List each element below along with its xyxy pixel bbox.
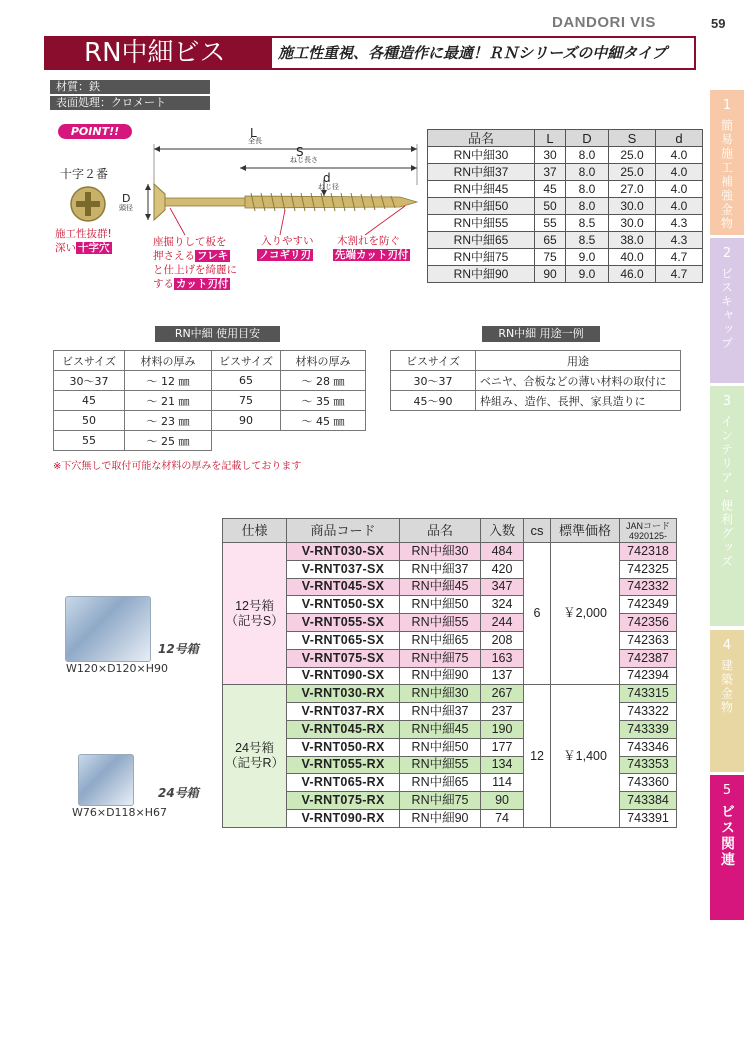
product-code: V-RNT055-SX xyxy=(287,614,400,632)
quantity: 163 xyxy=(481,649,524,667)
spec-code: （記号S） xyxy=(225,613,284,628)
col-header: ビスサイズ xyxy=(391,351,476,371)
dim-L-label: L xyxy=(250,126,257,140)
table-row xyxy=(428,249,703,266)
table-cell: RN中細30 xyxy=(428,147,535,164)
table-row xyxy=(428,147,703,164)
case-count: 12 xyxy=(524,685,551,827)
table-cell: 30 xyxy=(535,147,566,164)
table-cell: 90 xyxy=(535,266,566,283)
table-cell: 4.0 xyxy=(656,147,703,164)
product-name: RN中細30 xyxy=(400,543,481,561)
table-cell: 46.0 xyxy=(609,266,656,283)
jan-code: 742318 xyxy=(620,543,677,561)
table-cell: 9.0 xyxy=(566,266,609,283)
side-tab-3[interactable] xyxy=(710,386,744,626)
side-tab-number: 2 xyxy=(722,246,732,261)
col-header: 標準価格 xyxy=(551,519,620,543)
table-cell: RN中細37 xyxy=(428,164,535,181)
dim-d-label: d xyxy=(323,171,331,185)
table-cell: 4.0 xyxy=(656,164,703,181)
box-24-dims: W76×D118×H67 xyxy=(72,806,168,819)
product-code: V-RNT055-RX xyxy=(287,756,400,774)
table-cell: 45 xyxy=(535,181,566,198)
quantity: 237 xyxy=(481,703,524,721)
col-header: S xyxy=(609,130,656,147)
note3-tag: ノコギリ刃 xyxy=(259,249,311,261)
table-cell: 45 xyxy=(54,391,125,411)
table-cell: 25.0 xyxy=(609,164,656,181)
usage-example-table xyxy=(390,350,681,411)
table-row xyxy=(428,215,703,232)
spec-box: 24号箱 xyxy=(235,741,274,756)
quantity: 90 xyxy=(481,792,524,810)
surface-label: 表面処理：クロメート xyxy=(50,96,210,110)
table-row xyxy=(428,164,703,181)
table-cell: RN中細50 xyxy=(428,198,535,215)
jan-code: 742332 xyxy=(620,578,677,596)
col-header: 商品コード xyxy=(287,519,400,543)
table-row xyxy=(54,371,366,391)
jan-header-2: 4920125- xyxy=(629,530,668,541)
note4-line1: 木割れを防ぐ xyxy=(337,235,400,247)
table-cell: 65 xyxy=(212,371,281,391)
table-cell: 38.0 xyxy=(609,232,656,249)
jan-code: 742387 xyxy=(620,649,677,667)
table-cell: 枠組み、造作、長押、家具造りに xyxy=(476,391,681,411)
note2-line4: する xyxy=(153,278,174,290)
table-row xyxy=(54,391,366,411)
col-header: 仕様 xyxy=(223,519,287,543)
jan-code: 743322 xyxy=(620,703,677,721)
product-code: V-RNT050-SX xyxy=(287,596,400,614)
col-header: 入数 xyxy=(481,519,524,543)
product-code: V-RNT030-RX xyxy=(287,685,400,703)
product-name: RN中細90 xyxy=(400,667,481,685)
table-cell: 4.3 xyxy=(656,215,703,232)
quantity: 74 xyxy=(481,809,524,827)
dimension-table xyxy=(427,129,703,283)
table-cell: 55 xyxy=(535,215,566,232)
product-name: RN中細37 xyxy=(400,703,481,721)
material-label: 材質：鉄 xyxy=(50,80,210,94)
table-cell: 8.5 xyxy=(566,215,609,232)
product-code: V-RNT045-SX xyxy=(287,578,400,596)
quantity: 324 xyxy=(481,596,524,614)
table-cell: 4.0 xyxy=(656,181,703,198)
product-name: RN中細55 xyxy=(400,614,481,632)
col-header: D xyxy=(566,130,609,147)
quantity: 134 xyxy=(481,756,524,774)
side-tab-label: 建築金物 xyxy=(719,659,734,715)
side-tab-5[interactable] xyxy=(710,775,744,920)
note2-line3: と仕上げを綺麗に xyxy=(153,264,237,276)
note1-line2: 深い xyxy=(55,242,76,254)
dim-S-label: S xyxy=(296,145,304,159)
table-cell: 50 xyxy=(54,411,125,431)
col-header: 品名 xyxy=(400,519,481,543)
note2-line1: 座掘りして板を xyxy=(153,236,227,248)
table-cell: 4.3 xyxy=(656,232,703,249)
brand-label: DANDORI VIS xyxy=(552,14,656,31)
table-row xyxy=(391,391,681,411)
table-cell: RN中細90 xyxy=(428,266,535,283)
side-tab-4[interactable] xyxy=(710,630,744,772)
table-cell xyxy=(212,431,281,451)
table-cell: 30〜37 xyxy=(54,371,125,391)
note2-line2: 押さえる xyxy=(153,250,195,262)
product-name: RN中細37 xyxy=(400,560,481,578)
dim-D-label: D xyxy=(122,192,131,205)
page-subtitle: 施工性重視、各種造作に最適！ＲＮシリーズの中細タイプ xyxy=(278,44,667,62)
quantity: 420 xyxy=(481,560,524,578)
note1-tag: 十字穴 xyxy=(78,242,110,254)
quantity: 484 xyxy=(481,543,524,561)
table-cell: 50 xyxy=(535,198,566,215)
table-cell: 8.0 xyxy=(566,164,609,181)
quantity: 114 xyxy=(481,774,524,792)
jan-code: 742356 xyxy=(620,614,677,632)
note2-tag2: カット刃付 xyxy=(176,278,229,290)
side-tab-label: ビス関連 xyxy=(719,804,735,868)
product-code: V-RNT045-RX xyxy=(287,720,400,738)
product-name: RN中細45 xyxy=(400,720,481,738)
price: ￥1,400 xyxy=(551,685,620,827)
table-cell: 40.0 xyxy=(609,249,656,266)
jan-code: 742349 xyxy=(620,596,677,614)
note2-tag1: フレキ xyxy=(197,250,229,262)
product-code: V-RNT065-RX xyxy=(287,774,400,792)
price: ￥2,000 xyxy=(551,543,620,685)
spec-cell xyxy=(223,685,287,827)
table-cell: 〜 25 ㎜ xyxy=(125,431,212,451)
col-header: 材料の厚み xyxy=(281,351,366,371)
table-cell: 〜 28 ㎜ xyxy=(281,371,366,391)
col-header: L xyxy=(535,130,566,147)
product-code: V-RNT050-RX xyxy=(287,738,400,756)
screw-head-side xyxy=(154,184,165,220)
box-24-label: 24号箱 xyxy=(158,786,199,800)
screw-diagram xyxy=(55,140,435,300)
usage-title: RN中細 用途一例 xyxy=(482,326,600,342)
product-name: RN中細50 xyxy=(400,738,481,756)
jan-code: 742325 xyxy=(620,560,677,578)
product-code: V-RNT037-SX xyxy=(287,560,400,578)
jan-code: 743360 xyxy=(620,774,677,792)
box-12-image xyxy=(65,596,151,662)
table-row xyxy=(54,431,366,451)
table-cell: 75 xyxy=(212,391,281,411)
product-code: V-RNT090-RX xyxy=(287,809,400,827)
jan-code: 743346 xyxy=(620,738,677,756)
product-name: RN中細75 xyxy=(400,649,481,667)
table-cell: 75 xyxy=(535,249,566,266)
point-badge: POINT!! xyxy=(58,124,132,139)
col-header: d xyxy=(656,130,703,147)
table-cell: 4.7 xyxy=(656,266,703,283)
jan-code: 743339 xyxy=(620,720,677,738)
product-table xyxy=(222,518,677,828)
table-cell: 〜 12 ㎜ xyxy=(125,371,212,391)
table-cell: 30.0 xyxy=(609,215,656,232)
table-cell: ベニヤ、合板などの薄い材料の取付に xyxy=(476,371,681,391)
product-code: V-RNT090-SX xyxy=(287,667,400,685)
table-cell: 45〜90 xyxy=(391,391,476,411)
col-header: ビスサイズ xyxy=(54,351,125,371)
product-name: RN中細50 xyxy=(400,596,481,614)
table-cell: 65 xyxy=(535,232,566,249)
side-tab-number: 5 xyxy=(722,783,732,798)
side-tab-label: 簡易施工補強金物 xyxy=(719,119,734,231)
table-row xyxy=(223,543,677,561)
product-code: V-RNT037-RX xyxy=(287,703,400,721)
footnote: ※下穴無しで取付可能な材料の厚みを記載しております xyxy=(53,461,302,472)
table-cell: 37 xyxy=(535,164,566,181)
product-name: RN中細65 xyxy=(400,631,481,649)
side-tab-2[interactable] xyxy=(710,238,744,383)
table-cell: 9.0 xyxy=(566,249,609,266)
dim-S-sub: ねじ長さ xyxy=(290,156,318,164)
note4-tag: 先端カット刃付 xyxy=(335,249,409,261)
note3-line1: 入りやすい xyxy=(261,235,314,247)
product-name: RN中細45 xyxy=(400,578,481,596)
table-row xyxy=(54,411,366,431)
product-code: V-RNT065-SX xyxy=(287,631,400,649)
table-cell: 90 xyxy=(212,411,281,431)
note1-line1: 施工性抜群! xyxy=(55,228,112,240)
jan-code: 742363 xyxy=(620,631,677,649)
quantity: 208 xyxy=(481,631,524,649)
col-header: 材料の厚み xyxy=(125,351,212,371)
product-name: RN中細75 xyxy=(400,792,481,810)
product-name: RN中細55 xyxy=(400,756,481,774)
product-code: V-RNT075-SX xyxy=(287,649,400,667)
quantity: 137 xyxy=(481,667,524,685)
table-cell xyxy=(281,431,366,451)
table-cell: 8.0 xyxy=(566,147,609,164)
table-cell: 4.7 xyxy=(656,249,703,266)
table-cell: 30〜37 xyxy=(391,371,476,391)
table-row xyxy=(428,266,703,283)
col-header: 品名 xyxy=(428,130,535,147)
table-cell: 〜 23 ㎜ xyxy=(125,411,212,431)
usage-guide-table xyxy=(53,350,366,451)
quantity: 177 xyxy=(481,738,524,756)
side-tab-number: 1 xyxy=(722,98,732,113)
product-code: V-RNT075-RX xyxy=(287,792,400,810)
side-tab-number: 4 xyxy=(722,638,732,653)
jan-code: 743391 xyxy=(620,809,677,827)
table-cell: RN中細55 xyxy=(428,215,535,232)
table-cell: 〜 45 ㎜ xyxy=(281,411,366,431)
table-row xyxy=(428,198,703,215)
table-cell: 25.0 xyxy=(609,147,656,164)
side-tab-label: ビスキャップ xyxy=(719,267,734,351)
product-name: RN中細30 xyxy=(400,685,481,703)
table-cell: RN中細75 xyxy=(428,249,535,266)
jan-code: 743384 xyxy=(620,792,677,810)
quantity: 347 xyxy=(481,578,524,596)
jan-code: 743353 xyxy=(620,756,677,774)
quantity: 244 xyxy=(481,614,524,632)
table-cell: 8.0 xyxy=(566,198,609,215)
product-code: V-RNT030-SX xyxy=(287,543,400,561)
side-tab-number: 3 xyxy=(722,394,732,409)
col-header: ビスサイズ xyxy=(212,351,281,371)
product-name: RN中細65 xyxy=(400,774,481,792)
spec-code: （記号R） xyxy=(225,756,285,771)
jan-code: 742394 xyxy=(620,667,677,685)
table-cell: 4.0 xyxy=(656,198,703,215)
guide-title: RN中細 使用目安 xyxy=(155,326,280,342)
spec-cell xyxy=(223,543,287,685)
dim-D-sub: 頭径 xyxy=(119,204,133,212)
table-row xyxy=(428,232,703,249)
table-cell: 55 xyxy=(54,431,125,451)
table-row xyxy=(391,371,681,391)
table-cell: 8.0 xyxy=(566,181,609,198)
table-cell: RN中細65 xyxy=(428,232,535,249)
table-row xyxy=(428,181,703,198)
jan-code: 743315 xyxy=(620,685,677,703)
cross-label: 十字２番 xyxy=(60,167,109,181)
dim-d-sub: ねじ径 xyxy=(318,183,339,191)
side-tab-label: インテリア・便利グッズ xyxy=(719,415,734,569)
quantity: 267 xyxy=(481,685,524,703)
table-cell: 27.0 xyxy=(609,181,656,198)
page-title: RN中細ビス xyxy=(44,36,272,70)
product-name: RN中細90 xyxy=(400,809,481,827)
jan-header xyxy=(620,519,677,543)
table-cell: 〜 21 ㎜ xyxy=(125,391,212,411)
table-cell: 8.5 xyxy=(566,232,609,249)
col-header: cs xyxy=(524,519,551,543)
table-cell: 30.0 xyxy=(609,198,656,215)
dim-L-sub: 全長 xyxy=(248,137,262,145)
spec-box: 12号箱 xyxy=(235,598,274,613)
quantity: 190 xyxy=(481,720,524,738)
box-12-dims: W120×D120×H90 xyxy=(66,662,169,675)
case-count: 6 xyxy=(524,543,551,685)
col-header: 用途 xyxy=(476,351,681,371)
page-number: 59 xyxy=(711,16,726,31)
box-24-image xyxy=(78,754,134,806)
table-cell: RN中細45 xyxy=(428,181,535,198)
table-cell: 〜 35 ㎜ xyxy=(281,391,366,411)
box-12-label: 12号箱 xyxy=(158,642,199,656)
jan-header-1: JANコード xyxy=(626,520,671,531)
side-tab-1[interactable] xyxy=(710,90,744,235)
table-row xyxy=(223,685,677,703)
